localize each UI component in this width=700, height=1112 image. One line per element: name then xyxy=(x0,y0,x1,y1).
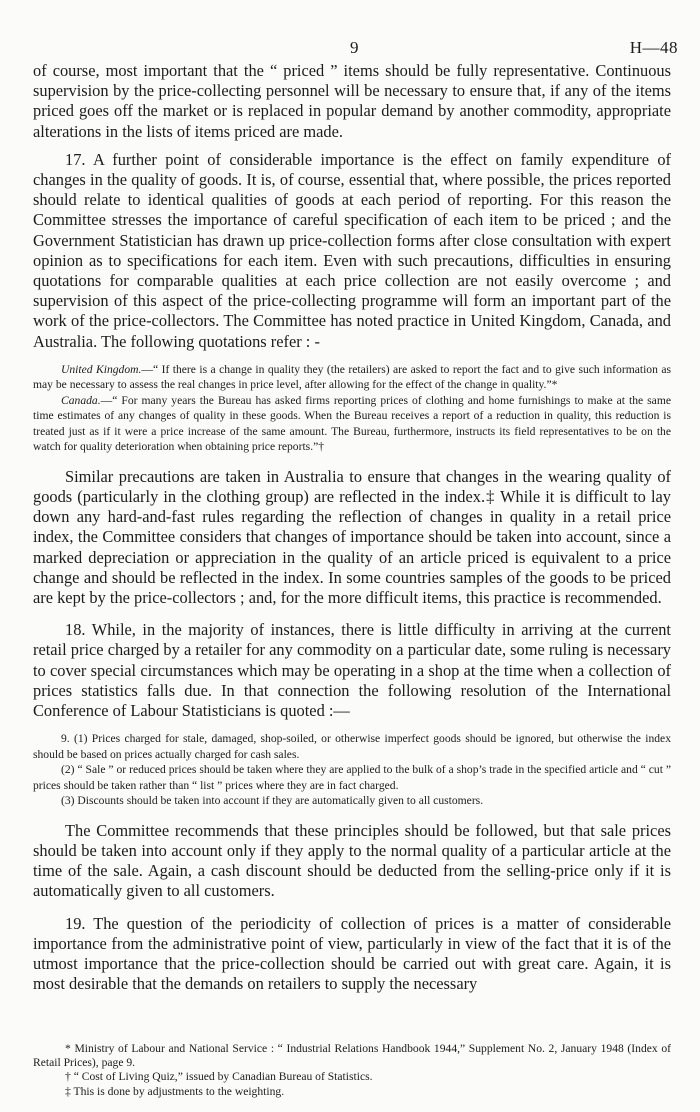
quotations-block xyxy=(33,362,671,455)
quote-text-uk: —“ If there is a change in quality they (the retailers) are asked to report the fact and to give such information as may be necessary to assess the real changes in price level, after allowing for the effect of the change in quality.”* xyxy=(33,362,672,392)
page-header xyxy=(0,38,700,60)
quote-united-kingdom xyxy=(33,362,671,393)
footnotes xyxy=(33,1042,671,1099)
paragraph-committee-recommends: The Committee recommends that these principles should be followed, but that sale prices should be taken into account only if they apply to the normal quality of a particular article at the time of the sale. Again, a cash discount should be deducted from the selling-price only if it is automatically given to all customers. xyxy=(33,820,671,901)
footnote-dagger: † “ Cost of Living Quiz,” issued by Canadian Bureau of Statistics. xyxy=(65,1070,373,1084)
footnote-double-dagger: ‡ This is done by adjustments to the weighting. xyxy=(65,1084,285,1098)
document-reference: H—48 xyxy=(629,38,678,57)
resolution-block xyxy=(33,731,671,809)
paragraph-19: 19. The question of the periodicity of collection of prices is a matter of considerable importance from the administrative point of view, particularly in view of the fact that it is of the utmost importance that the price-collection should be carried out with great care. Again, it is most desirable that the demands on retailers to supply the necessary xyxy=(33,913,671,994)
page-number: 9 xyxy=(350,38,359,57)
main-text xyxy=(33,61,671,994)
paragraph-18: 18. While, in the majority of instances, there is little difficulty in arriving at the current retail price charged by a retailer for any commodity on a particular date, some ruling is necessary to cover special circumstances which may be operating in a shop at the time when a collection of prices statistics falls due. In that connection the following resolution of the International Conference of Labour Statisticians is quoted :— xyxy=(33,620,671,721)
quote-canada xyxy=(33,393,671,455)
paragraph-17: 17. A further point of considerable importance is the effect on family expenditure of changes in the quality of goods. It is, of course, essential that, where possible, the prices reported should relate to identical qualities of goods at each period of reporting. For this reason the Committee stresses the importance of careful specification of each item to be priced ; and the Government Statistician has drawn up price-collection forms after close consultation with expert opinion as to specifications for each item. Even with such precautions, difficulties in ensuring quotations for comparable qualities at each price collection are not easily overcome ; and supervision of this aspect of the price-collecting programme will form an important part of the work of the price-collectors. The Committee has noted practice in United Kingdom, Canada, and Australia. The following quotations refer : - xyxy=(33,149,671,351)
paragraph-similar-precautions: Similar precautions are taken in Australia to ensure that changes in the wearing quality of goods (particularly in the clothing group) are reflected in the index.‡ While it is difficult to lay down any hard-and-fast rules regarding the reflection of changes in quality in a retail price index, the Committee considers that changes of importance should be taken into account, since a marked depreciation or appreciation in the quality of an article priced is equivalent to a price change and should be reflected in the index. In some countries samples of the goods to be priced are kept by the price-collectors ; and, for the more difficult items, this practice is recommended. xyxy=(33,466,671,608)
resolution-item-3: (3) Discounts should be taken into account if they are automatically given to all customers. xyxy=(61,794,484,808)
quote-source-uk: United Kingdom. xyxy=(61,362,142,376)
quote-text-canada: —“ For many years the Bureau has asked firms reporting prices of clothing and home furnishings to make at the same time estimates of any changes of quality in these goods. When the Bureau receives a report of a reduction in quality, this reduction is treated just as if it were a price increase of the same amount. The Bureau, furthermore, instructs its field representatives to be on the watch for quality deterioration when obtaining price reports.”† xyxy=(33,393,671,454)
resolution-item-1: 9. (1) Prices charged for stale, damaged, shop-soiled, or otherwise imperfect goods should be ignored, but otherwise the index should be based on prices actually charged for cash sales. xyxy=(33,732,671,761)
quote-source-canada: Canada. xyxy=(61,393,101,407)
resolution-item-2: (2) “ Sale ” or reduced prices should be taken where they are applied to the bulk of a shop’s trade in the specified article and “ cut ” prices should be taken rather than “ list ” prices where they are in fact charged. xyxy=(33,763,671,792)
paragraph-continuation: of course, most important that the “ priced ” items should be fully representative. Continuous supervision by the price-collecting personnel will be necessary to ensure that, if any of the items priced goes off the market or is replaced in popular demand by another commodity, appropriate alterations in the lists of items priced are made. xyxy=(33,61,671,141)
footnote-asterisk: * Ministry of Labour and National Service : “ Industrial Relations Handbook 1944,” Supplement No. 2, January 1948 (Index of Retail Prices), page 9. xyxy=(33,1042,671,1070)
